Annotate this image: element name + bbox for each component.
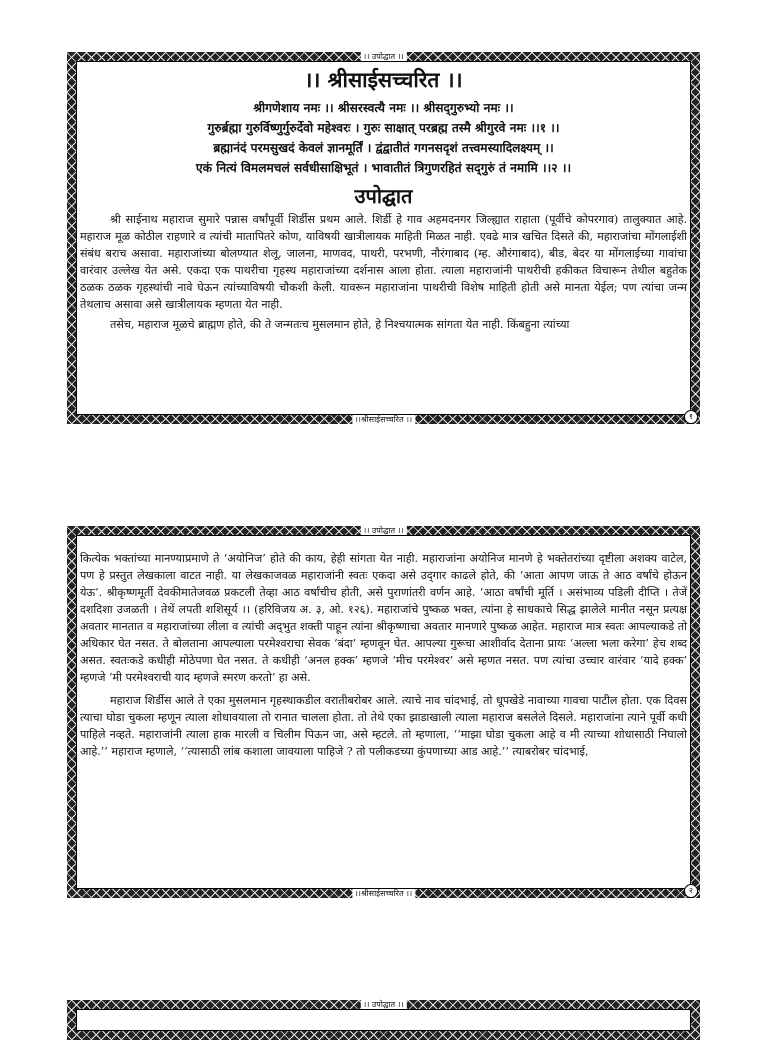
paragraph: श्री साईनाथ महाराज सुमारे पन्नास वर्षांपूर्वी शिर्डीस प्रथम आले. शिर्डी हे गाव अहमदनगर जिल्ह्यात राहाता (पूर्वीचे कोपरगाव) तालुक्यात आहे. महाराज मूळ कोठील राहणारे व त्यांची मातापितरे कोण, याविषयी खात्रीलायक माहिती मिळत नाही. एवढे मात्र खचित दिसते की, महाराजांचा मोंगलाईशी संबंध बराच असावा. महाराजांच्या बोलण्यात शेलू, जालना, माणवद, पाथरी, परभणी, नौरंगाबाद (म्ह. औरंगाबाद), बीड, बेदर या मोंगलाईच्या गावांचा वारंवार उल्लेख येत असे. एकदा एक पाथरीचा गृहस्थ महाराजांच्या दर्शनास आला होता. त्याला महाराजांनी पाथरीची हकीकत विचारून तेथील बहुतेक ठळक ठळक गृहस्थांची नावे घेऊन त्यांच्याविषयी चौकशी केली. यावरून महाराजांना पाथरीची विशेष माहिती होती असे मानता येईल; पण त्यांचा जन्म तेथलाच असावा असे खात्रीलायक म्हणता येत नाही.: [80, 213, 687, 311]
verse-line: श्रीगणेशाय नमः ।। श्रीसरस्वत्यै नमः ।। श्रीसद्‌गुरुभ्यो नमः ।।: [253, 101, 514, 115]
verse-line: एकं नित्यं विमलमचलं सर्वधीसाक्षिभूतं । भावातीतं त्रिगुणरहितं सद्‌गुरुं तं नमामि ।।२ ।।: [195, 161, 572, 175]
page-2-footer: ।।श्रीसाईसच्चरित ।।: [352, 889, 415, 898]
paragraph: कित्येक भक्तांच्या मानण्याप्रमाणे ते ‘अयोनिज’ होते की काय, हेही सांगता येत नाही. महाराजांना अयोनिज मानणे हे भक्तेतरांच्या दृष्टीला अशक्य वाटेल, पण हे प्रस्तुत लेखकाला वाटत नाही. या लेखकाजवळ महाराजांनी स्वतः एकदा असे उद्‌गार काढले होते, की ‘आता आपण जाऊ ते आठ वर्षांचे होऊन येऊ’. श्रीकृष्णमूर्ती देवकीमातेजवळ प्रकटली तेव्हा आठ वर्षांचीच होती, असे पुराणांतरी वर्णन आहे. ‘आठा वर्षांची मूर्ति । असंभाव्य पडिली दीप्ति । तेजें दशदिशा उजळती । तेथें लपती शशिसूर्य ।। (हरिविजय अ. ३, ओ. १२६). महाराजांचे पुष्कळ भक्त, त्यांना हे साधकाचे सिद्ध झालेले मानीत नसून प्रत्यक्ष अवतार मानतात व महाराजांच्या लीला व त्यांची अद्‌भुत शक्ती पाहून त्यांना श्रीकृष्णाचा अवतार मानणारे पुष्कळ आहेत. महाराज मात्र स्वतः आपल्याकडे तो अधिकार घेत नसत. ते बोलताना आपल्याला परमेश्वराचा सेवक ‘बंदा’ म्हणवून घेत. आपल्या गुरूचा आशीर्वाद देताना प्रायः ‘अल्ला भला करेगा’ हेच शब्द असत. स्वतःकडे कधीही मोठेपणा घेत नसत. ते कधीही ‘अनल हक्क’ म्हणजे ‘मीच परमेश्वर’ असे म्हणत नसत. पण त्यांचा उच्चार वारंवार ‘यादे हक्क’ म्हणजे ‘मी परमेश्वराची याद म्हणजे स्मरण करतो’ हा असे.: [80, 552, 687, 684]
page-1-content: [76, 61, 691, 415]
page-2-content: [76, 535, 691, 889]
page-3-header: ।। उपोद्घात ।।: [360, 1000, 406, 1009]
paragraph: तसेच, महाराज मूळचे ब्राह्मण होते, की ते जन्मतःच मुसलमान होते, हे निश्चयात्मक सांगता येत नाही. किंबहुना त्यांच्या: [110, 318, 570, 331]
verse-line: ब्रह्मानंदं परमसुखदं केवलं ज्ञानमूर्तिं । द्वंद्वातीतं गगनसदृशं तत्त्वमस्यादिलक्ष्यम् ।।: [213, 141, 554, 155]
page-3-content: [76, 1009, 691, 1031]
page-1-footer: ।।श्रीसाईसच्चरित ।।: [352, 415, 415, 424]
book-title: ।। श्रीसाईसच्चरित ।।: [304, 67, 463, 92]
page-3: [67, 1000, 700, 1040]
paragraph: महाराज शिर्डीस आले ते एका मुसलमान गृहस्थाकडील वरातीबरोबर आले. त्याचे नाव चांदभाई, तो धूपखेडे नावाच्या गावचा पाटील होता. एक दिवस त्याचा घोडा चुकला म्हणून त्याला शोधावयाला तो रानात चालला होता. तो तेथे एका झाडाखाली त्याला महाराज बसलेले दिसले. महाराजांना त्याने पूर्वी कधी पाहिले नव्हते. महाराजांनी त्याला हाक मारली व चिलीम पिऊन जा, असे म्हटले. तो म्हणाला, ‘‘माझा घोडा चुकला आहे व मी त्याच्या शोधासाठी निघालो आहे.’’ महाराज म्हणाले, ‘‘त्यासाठी लांब कशाला जावयाला पाहिजे ? तो पलीकडच्या कुंपणाच्या आड आहे.’’ त्याबरोबर चांदभाई,: [80, 694, 687, 758]
page-number: १: [684, 410, 698, 424]
page-1-header: ।। उपोद्घात ।।: [360, 52, 406, 61]
page-1: [67, 52, 700, 424]
verse-line: गुरुर्ब्रह्मा गुरुर्विष्णुर्गुरुर्देवो महेश्वरः । गुरुः साक्षात् परब्रह्म तस्मै श्रीगुरवे नमः ।।१ ।।: [207, 121, 560, 135]
page-number: २: [684, 884, 698, 898]
page-2-header: ।। उपोद्घात ।।: [360, 526, 406, 535]
section-heading: उपोद्घात: [354, 184, 413, 208]
page-2: [67, 526, 700, 898]
